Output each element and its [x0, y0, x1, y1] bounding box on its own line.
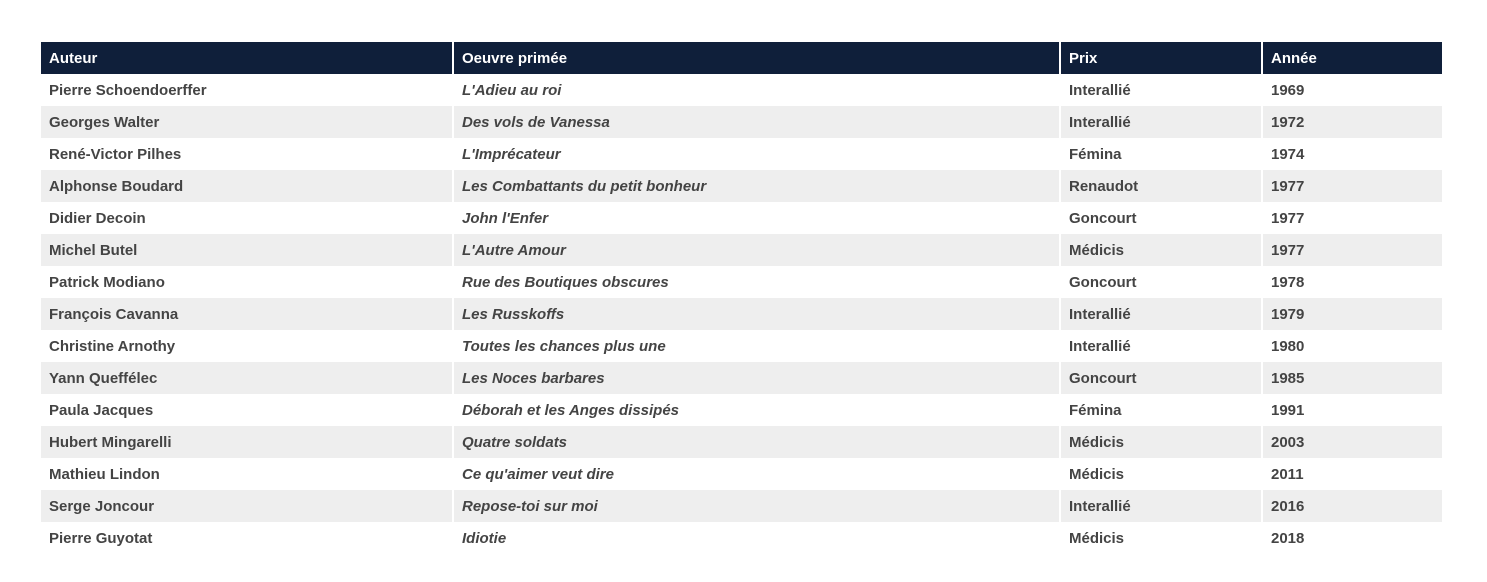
cell-annee: 2003: [1262, 426, 1442, 458]
cell-prix: Interallié: [1060, 330, 1262, 362]
table-row: [41, 138, 1442, 170]
cell-annee: 1977: [1262, 202, 1442, 234]
cell-oeuvre: Ce qu'aimer veut dire: [453, 458, 1060, 490]
cell-auteur: Pierre Guyotat: [41, 522, 453, 554]
cell-prix: Interallié: [1060, 490, 1262, 522]
table-row: [41, 234, 1442, 266]
cell-oeuvre: Déborah et les Anges dissipés: [453, 394, 1060, 426]
cell-prix: Renaudot: [1060, 170, 1262, 202]
cell-prix: Interallié: [1060, 298, 1262, 330]
cell-auteur: Pierre Schoendoerffer: [41, 74, 453, 106]
cell-auteur: Alphonse Boudard: [41, 170, 453, 202]
cell-prix: Goncourt: [1060, 266, 1262, 298]
cell-prix: Fémina: [1060, 394, 1262, 426]
cell-oeuvre: Les Russkoffs: [453, 298, 1060, 330]
cell-annee: 1991: [1262, 394, 1442, 426]
table-row: [41, 266, 1442, 298]
table-row: [41, 458, 1442, 490]
cell-oeuvre: Les Noces barbares: [453, 362, 1060, 394]
cell-auteur: Hubert Mingarelli: [41, 426, 453, 458]
table-row: [41, 362, 1442, 394]
cell-oeuvre: Rue des Boutiques obscures: [453, 266, 1060, 298]
cell-oeuvre: Des vols de Vanessa: [453, 106, 1060, 138]
cell-oeuvre: John l'Enfer: [453, 202, 1060, 234]
table-row: [41, 426, 1442, 458]
cell-prix: Interallié: [1060, 106, 1262, 138]
cell-auteur: François Cavanna: [41, 298, 453, 330]
column-header-oeuvre: Oeuvre primée: [453, 42, 1060, 74]
table-row: [41, 522, 1442, 554]
table-body: [41, 74, 1442, 554]
table-row: [41, 202, 1442, 234]
cell-annee: 1979: [1262, 298, 1442, 330]
cell-auteur: Michel Butel: [41, 234, 453, 266]
cell-annee: 1980: [1262, 330, 1442, 362]
cell-oeuvre: Toutes les chances plus une: [453, 330, 1060, 362]
column-header-auteur: Auteur: [41, 42, 453, 74]
cell-auteur: Didier Decoin: [41, 202, 453, 234]
cell-prix: Goncourt: [1060, 202, 1262, 234]
cell-prix: Médicis: [1060, 522, 1262, 554]
cell-prix: Interallié: [1060, 74, 1262, 106]
table-row: [41, 490, 1442, 522]
cell-oeuvre: L'Adieu au roi: [453, 74, 1060, 106]
header-row: [41, 42, 1442, 74]
cell-auteur: Georges Walter: [41, 106, 453, 138]
cell-oeuvre: Les Combattants du petit bonheur: [453, 170, 1060, 202]
cell-auteur: Patrick Modiano: [41, 266, 453, 298]
cell-oeuvre: L'Imprécateur: [453, 138, 1060, 170]
cell-annee: 2018: [1262, 522, 1442, 554]
table-row: [41, 298, 1442, 330]
awards-table-container: [41, 42, 1442, 554]
cell-oeuvre: L'Autre Amour: [453, 234, 1060, 266]
cell-prix: Goncourt: [1060, 362, 1262, 394]
column-header-prix: Prix: [1060, 42, 1262, 74]
cell-annee: 1969: [1262, 74, 1442, 106]
column-header-annee: Année: [1262, 42, 1442, 74]
table-row: [41, 394, 1442, 426]
cell-oeuvre: Quatre soldats: [453, 426, 1060, 458]
cell-annee: 1974: [1262, 138, 1442, 170]
cell-auteur: Paula Jacques: [41, 394, 453, 426]
cell-auteur: Yann Queffélec: [41, 362, 453, 394]
cell-annee: 1977: [1262, 170, 1442, 202]
awards-table: [41, 42, 1442, 554]
table-row: [41, 330, 1442, 362]
cell-prix: Fémina: [1060, 138, 1262, 170]
cell-prix: Médicis: [1060, 458, 1262, 490]
cell-auteur: Mathieu Lindon: [41, 458, 453, 490]
cell-auteur: Christine Arnothy: [41, 330, 453, 362]
cell-oeuvre: Idiotie: [453, 522, 1060, 554]
cell-auteur: René-Victor Pilhes: [41, 138, 453, 170]
cell-auteur: Serge Joncour: [41, 490, 453, 522]
table-row: [41, 170, 1442, 202]
cell-annee: 2016: [1262, 490, 1442, 522]
cell-oeuvre: Repose-toi sur moi: [453, 490, 1060, 522]
cell-prix: Médicis: [1060, 234, 1262, 266]
table-header: [41, 42, 1442, 74]
table-row: [41, 106, 1442, 138]
cell-annee: 2011: [1262, 458, 1442, 490]
cell-annee: 1985: [1262, 362, 1442, 394]
table-row: [41, 74, 1442, 106]
cell-annee: 1972: [1262, 106, 1442, 138]
cell-prix: Médicis: [1060, 426, 1262, 458]
cell-annee: 1978: [1262, 266, 1442, 298]
cell-annee: 1977: [1262, 234, 1442, 266]
